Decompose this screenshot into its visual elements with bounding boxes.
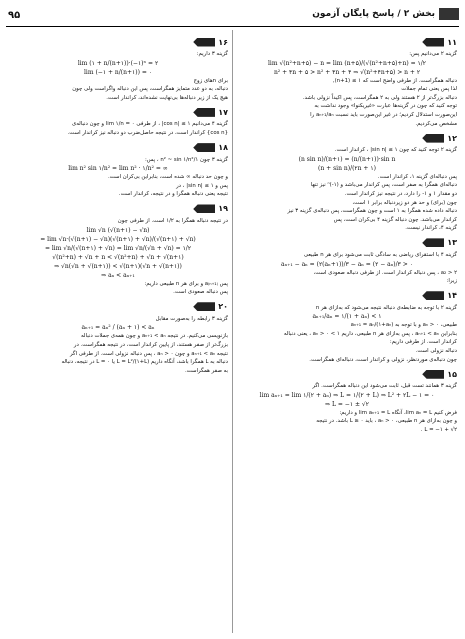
header-rule bbox=[6, 26, 459, 27]
math-formula: lim (۱ + n/(n+۱))·(−۱)ⁿ = ۲ bbox=[77, 59, 159, 67]
question-number: ۱۲ bbox=[447, 133, 457, 143]
solution-text-line: گزینه ۳ داریم: bbox=[196, 51, 228, 57]
question-arrow-icon bbox=[422, 370, 444, 379]
solution-text-line: زیرا: bbox=[446, 278, 457, 285]
solution-block bbox=[237, 36, 457, 128]
solution-text-line: گزینه ۲ با توجه به ضابطه‌ی دنباله نتیجه می‌شود که به‌ازای هر n bbox=[315, 304, 457, 311]
math-formula: = lim √n/(√(n+۱) + √n) = lim √n/(√n + √n) = ۱/۲ bbox=[44, 244, 192, 252]
solution-text-line: گزینه ۲ توجه کنید که چون ۱ ≥ |sin n| ، کراندار است. bbox=[334, 147, 457, 154]
solution-text-line: در نتیجه دنباله همگرا به ۱/۲ است. از طرفی چون bbox=[117, 217, 228, 224]
solution-text-line: گزینه ۳ چون ۱/n² ~ sin ۱/n² ، پس: bbox=[144, 156, 228, 163]
question-header bbox=[8, 106, 228, 118]
solution-text-line: کراندار است. از طرفی داریم: bbox=[389, 339, 457, 346]
solution-text-line: گزینه ۳ همانند تست قبل، ثابت می‌شود این دنباله همگراست. اگر bbox=[312, 383, 457, 390]
solution-text-line: چون دنباله‌ی موردنظر، نزولی و کراندار است، دنباله‌ای همگراست. bbox=[309, 356, 457, 363]
question-arrow-icon bbox=[193, 108, 215, 117]
solution-text-line: {cos n} کراندار است، در نتیجه حاصل‌ضرب دو دنباله نیز کراندار است. bbox=[67, 129, 228, 136]
solution-block bbox=[237, 237, 457, 286]
math-formula: lim aₙ₊₁ = lim ۱/(۲ + aₙ) ⇒ L = ۱/(۲ + L) ⇒ L² + ۲L − ۱ = ۰ bbox=[259, 391, 435, 399]
solution-text-line: نتیجه یعنی دنباله همگرا و در نتیجه، کراندار است. bbox=[118, 191, 228, 198]
question-number: ۱۷ bbox=[218, 107, 228, 117]
question-header bbox=[237, 132, 457, 144]
math-formula: ⇒ aₙ < aₙ₊₁ bbox=[101, 271, 135, 279]
question-number: ۱۳ bbox=[447, 238, 457, 248]
question-header bbox=[8, 203, 228, 215]
solution-block bbox=[8, 203, 228, 297]
solution-block bbox=[237, 290, 457, 365]
math-formula: lim n² sin ۱/n² = lim n² · ۱/n² = ∞ bbox=[68, 165, 168, 173]
header-arrow-icon bbox=[439, 8, 459, 20]
solution-text-line: بزرگ‌تر از صفر هستند، از پایین کراندار است، در نتیجه همگراست. در bbox=[73, 341, 228, 348]
math-formula: n² + ۴n + ۵ > n² + ۴n + ۴ ⇒ √(n²+۴n+۵) > n + ۲ bbox=[273, 68, 421, 76]
math-formula: = lim √n·(√(n+۱) − √n)(√(n+۱) + √n)/(√(n+۱) + √n) bbox=[40, 235, 196, 243]
solution-text-line: دو مقدار ۱ و ۱- را دارد، در نتیجه نیز کراندار است. bbox=[344, 190, 457, 197]
solution-text-line: و چون حد دنباله ∞ شده است، بنابراین بی‌کران است. bbox=[107, 174, 228, 181]
solution-block bbox=[237, 132, 457, 233]
solution-block bbox=[8, 36, 228, 102]
solution-text-line: مشخص می‌کردیم. bbox=[415, 120, 457, 127]
question-arrow-icon bbox=[422, 238, 444, 247]
math-formula: √(n²+n) + √n + n < √(n²+n) + √n + √(n+۱) bbox=[52, 253, 184, 261]
math-formula: (n sin n)/(n+۱) = (n/(n+۱))·sin n bbox=[298, 155, 396, 163]
solution-text-line: گزینه ۳ رابطه را به‌صورت مقابل bbox=[155, 315, 228, 322]
solution-block bbox=[237, 368, 457, 434]
solution-text-line: چون (برای) و حد هر دو زیردنباله برابر ۱ است، bbox=[352, 199, 457, 206]
question-arrow-icon bbox=[422, 134, 444, 143]
question-header bbox=[8, 301, 228, 313]
math-formula: (n + sin n)/(۲n + ۱) bbox=[318, 164, 376, 172]
right-column bbox=[237, 34, 457, 439]
solution-text-line: دنباله‌ای همگرا به صفر است، پس کراندار می‌باشد و (۱-)ⁿ نیز تنها bbox=[310, 182, 457, 189]
question-header bbox=[237, 237, 457, 249]
solution-text-line: لذا پس یعنی تمام جملات bbox=[401, 86, 457, 93]
solution-text-line: و چون به‌ازای هر n طبیعی، aₙ > ۰ ، باید L ≥ ۰ باشد. در نتیجه bbox=[316, 418, 457, 425]
solution-text-line: پس دنباله صعودی است. bbox=[173, 289, 228, 296]
solution-text-line: توجه کنید که چون در گزینه‌ها عبارت «غیریکنوا» وجود نداشت به bbox=[314, 103, 457, 110]
question-number: ۱۹ bbox=[218, 204, 228, 214]
math-formula: lim (−۱ + n/(n+۱)) = ۰ bbox=[84, 68, 152, 76]
section-title: بخش ۲ / پاسخ پایگان آزمون bbox=[312, 9, 435, 19]
question-header bbox=[237, 368, 457, 380]
solution-text-line: L = −۱ + √۲ . bbox=[420, 427, 457, 434]
column-divider bbox=[232, 30, 233, 633]
solution-text-line: پس و ۱ ≥ |sin n| ، در bbox=[176, 182, 228, 189]
question-arrow-icon bbox=[193, 204, 215, 213]
question-arrow-icon bbox=[193, 302, 215, 311]
question-header bbox=[237, 36, 457, 48]
solution-text-line: بازنویسی می‌کنیم. در نتیجه aₙ₊₁ < aₙ و چون همه‌ی جملات دنباله bbox=[81, 333, 228, 340]
question-arrow-icon bbox=[193, 143, 215, 152]
solution-block bbox=[8, 106, 228, 137]
solution-text-line: دنباله داده شده همگرا به ۱ است و چون همگراست، پس دنباله‌ی گزینه ۳ نیز bbox=[287, 208, 457, 215]
solution-text-line: گزینه ۴ با استقرای ریاضی به سادگی ثابت می‌شود برای هر n طبیعی bbox=[303, 251, 457, 258]
solution-text-line: گزینه ۲ می‌دانیم پس: bbox=[409, 51, 457, 57]
solution-text-line: کراندار می‌باشد. چون دنباله گزینه ۴ بی‌کران است، پس bbox=[333, 216, 457, 223]
left-column bbox=[8, 34, 228, 379]
solution-text-line: دنباله همگراست. از طرفی واضح است که ۱ ≥ ‎ ,(n+1)‎ bbox=[331, 77, 457, 84]
math-formula: ⇒ L = −۱ ± √۲ bbox=[325, 400, 369, 408]
solution-text-line: گزینه ۴ می‌دانیم ۱ ≥ |cos n| ، از طرفی lim ۱/n = ۰ و چون دنباله‌ی bbox=[71, 121, 228, 128]
question-header bbox=[8, 36, 228, 48]
question-arrow-icon bbox=[422, 291, 444, 300]
solution-text-line: به صفر همگراست. bbox=[184, 367, 228, 374]
math-formula: lim √(n²+n+۵) − n = lim (n+۵)/(√(n²+n+۵)+n) = ۱/۲ bbox=[268, 59, 426, 67]
question-number: ۲۰ bbox=[218, 302, 228, 312]
solution-text-line: گزینه ۴، کراندار نیست. bbox=[405, 225, 457, 232]
question-number: ۱۵ bbox=[447, 369, 457, 379]
math-formula: lim √n (√(n+۱) − √n) bbox=[86, 226, 150, 234]
solution-text-line: برای nهای زوج bbox=[193, 77, 228, 84]
solution-text-line: دنباله به L همگرا باشد، آنگاه داریم L = L²/(۱+L) یا L = ۰ در نتیجه، دنباله bbox=[61, 359, 228, 366]
question-arrow-icon bbox=[193, 38, 215, 47]
solution-text-line: دنباله، به دو عدد متمایز همگراست، پس این دنباله واگراست ولی چون bbox=[72, 86, 228, 93]
solution-text-line: a₂ > ۲ ، پس دنباله کراندار است. از طرفی دنباله صعودی است، bbox=[313, 269, 457, 276]
solution-text-line: دنباله بزرگ‌تر از ۲ هستند ولی به ۲ همگراست، پس اکیداً نزولی باشد. bbox=[302, 94, 457, 101]
solution-text-line: بنابراین aₙ₊₁ < aₙ ، پس به‌ازای هر n طبیعی، داریم ۱ > aₙ > ۰ ، یعنی دنباله bbox=[283, 330, 457, 337]
solution-block bbox=[8, 301, 228, 376]
question-header bbox=[237, 290, 457, 302]
solution-text-line: پس a₍ₙ₊₁₎ و برای هر n طبیعی داریم: bbox=[144, 280, 228, 287]
math-formula: ⇒ √n(√n + √(n+۱)) < √(n+۱)(√n + √(n+۱)) bbox=[54, 262, 182, 270]
solution-text-line: دنباله نزولی است. bbox=[415, 348, 457, 355]
question-number: ۱۴ bbox=[447, 291, 457, 301]
solution-text-line: طبیعی، aₙ > ۰ و با توجه به aₙ₊₁ = aₙ/(۱+aₙ) bbox=[350, 322, 457, 329]
question-header bbox=[8, 142, 228, 154]
solution-text-line: فرض کنیم lim aₙ = L، آنگاه lim aₙ₊₁ = L و داریم: bbox=[339, 409, 457, 416]
math-formula: aₙ₊₁ − aₙ = (۲(aₙ+۱))/۳ − aₙ = (۲ − aₙ)/۳ > ۰ bbox=[281, 260, 413, 268]
question-number: ۱۱ bbox=[447, 37, 457, 47]
solution-text-line: این‌صورت استدلال کردیم؛ در غیر این‌صورت باید نسبت aₙ₊₁/aₙ را bbox=[310, 111, 457, 118]
solution-block bbox=[8, 142, 228, 199]
question-number: ۱۶ bbox=[218, 37, 228, 47]
solution-text-line: نتیجه aₙ₊₁ < aₙ و چون aₙ > ۰ ، پس دنباله نزولی است. از طرفی اگر bbox=[69, 350, 228, 357]
solution-text-line: هیچ یک از زیر دنباله‌ها بی‌نهایت نشده‌اند، کراندار است. bbox=[106, 94, 228, 101]
question-arrow-icon bbox=[422, 38, 444, 47]
question-number: ۱۸ bbox=[218, 143, 228, 153]
math-formula: aₙ₊₁/aₙ = ۱/(۱ + aₙ) < ۱ bbox=[312, 313, 382, 321]
page-number: ۹۵ bbox=[8, 10, 21, 21]
solution-text-line: پس دنباله‌ای گزینه ۱، کراندار است. bbox=[377, 173, 457, 180]
math-formula: aₙ₊₁ = aₙ² / (aₙ + ۱) < aₙ bbox=[81, 324, 155, 332]
